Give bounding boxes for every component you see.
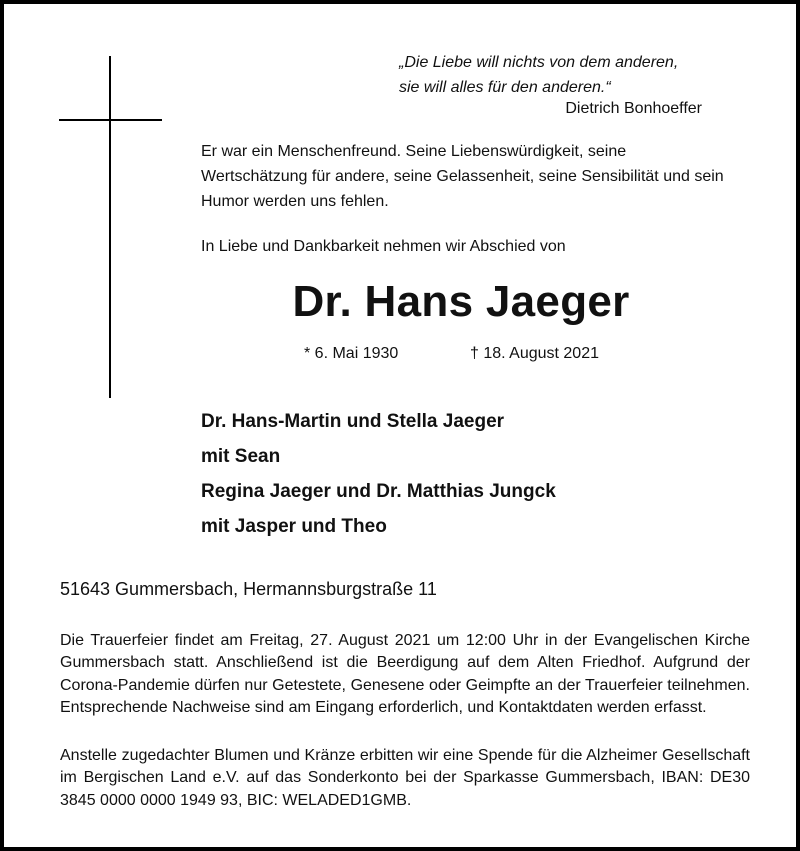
family-list	[201, 404, 731, 544]
cross-icon	[109, 56, 111, 398]
cross-icon-bar	[59, 119, 162, 121]
quote-author: Dietrich Bonhoeffer	[565, 100, 702, 117]
ceremony-info: Die Trauerfeier findet am Freitag, 27. August 2021 um 12:00 Uhr in der Evangelischen Kirche Gummersbach statt. Anschließend ist die Beerdigung auf dem Alten Friedhof. Aufgrund der Corona-Pandemie dürfen nur Getestete, Genesene oder Geimpfte an der Trauerfeier teilnehmen. Entsprechende Nachweise sind am Eingang erforderlich, und Kontaktdaten werden erfasst.	[60, 632, 750, 717]
quote-line-2: sie will alles für den anderen.“	[399, 79, 611, 96]
quote-line-1: „Die Liebe will nichts von dem anderen,	[399, 54, 679, 71]
quote	[399, 50, 704, 100]
donation-info: Anstelle zugedachter Blumen und Kränze erbitten wir eine Spende für die Alzheimer Gesellschaft im Bergischen Land e.V. auf das Sonderkonto bei der Sparkasse Gummersbach, IBAN: DE30 3845 0000 0000 1949 93, BIC: WELADED1GMB.	[60, 747, 750, 809]
birth-date: * 6. Mai 1930	[304, 345, 399, 362]
family-member: mit Jasper und Theo	[201, 516, 387, 537]
family-member: Regina Jaeger und Dr. Matthias Jungck	[201, 481, 556, 502]
farewell-text: In Liebe und Dankbarkeit nehmen wir Abschied von	[201, 238, 566, 255]
family-member: Dr. Hans-Martin und Stella Jaeger	[201, 411, 505, 432]
address: 51643 Gummersbach, Hermannsburgstraße 11	[60, 579, 437, 599]
family-member: mit Sean	[201, 446, 281, 467]
death-date: † 18. August 2021	[470, 345, 599, 362]
intro-text: Er war ein Menschenfreund. Seine Liebenswürdigkeit, seine Wertschätzung für andere, seine Gelassenheit, seine Sensibilität und sein Humor werden uns fehlen.	[201, 143, 724, 210]
deceased-name: Dr. Hans Jaeger	[292, 277, 630, 326]
